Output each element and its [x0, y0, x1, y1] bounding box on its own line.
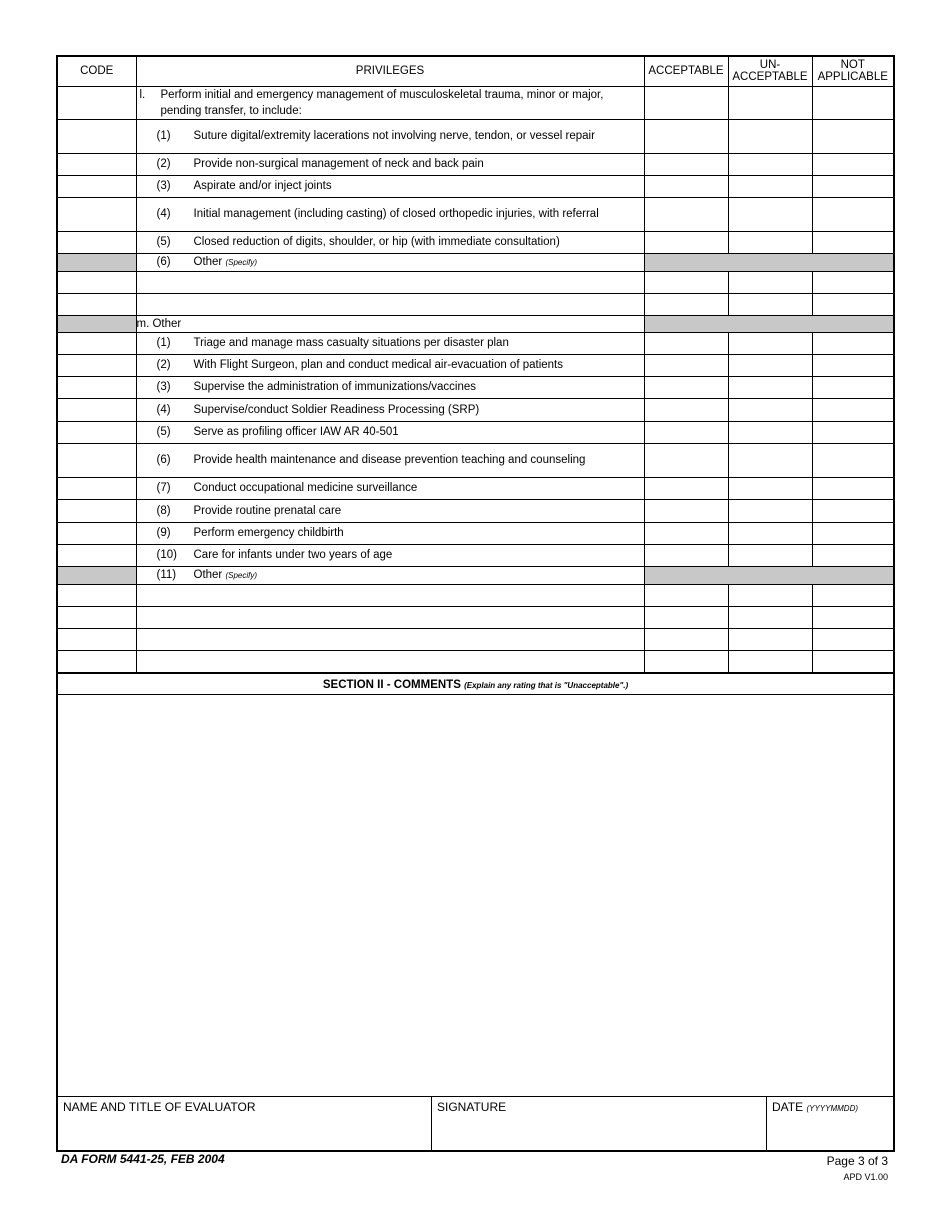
code-cell[interactable] — [58, 197, 136, 231]
unacceptable-cell[interactable] — [728, 628, 812, 650]
shaded-code-cell — [58, 566, 136, 584]
code-cell[interactable] — [58, 421, 136, 443]
shaded-rating-cells — [644, 253, 893, 271]
acceptable-cell[interactable] — [644, 628, 728, 650]
privileges-header: PRIVILEGES — [136, 57, 644, 86]
privilege-item: (4) Initial management (including casting) of closed orthopedic injuries, with referral — [136, 197, 644, 231]
not-applicable-cell[interactable] — [812, 231, 893, 253]
not-applicable-cell[interactable] — [812, 86, 893, 119]
code-cell[interactable] — [58, 522, 136, 544]
code-cell[interactable] — [58, 650, 136, 672]
acceptable-cell[interactable] — [644, 332, 728, 354]
privilege-item: (4) Supervise/conduct Soldier Readiness Processing (SRP) — [136, 398, 644, 421]
privilege-item: (8) Provide routine prenatal care — [136, 499, 644, 522]
acceptable-cell[interactable] — [644, 271, 728, 293]
evaluator-name-label: NAME AND TITLE OF EVALUATOR — [63, 1099, 256, 1114]
acceptable-cell[interactable] — [644, 477, 728, 499]
unacceptable-cell[interactable] — [728, 443, 812, 477]
code-cell[interactable] — [58, 606, 136, 628]
not-applicable-cell[interactable] — [812, 293, 893, 315]
code-cell[interactable] — [58, 443, 136, 477]
privilege-item: (3) Supervise the administration of immunizations/vaccines — [136, 376, 644, 398]
table-row — [58, 376, 893, 398]
unacceptable-cell[interactable] — [728, 231, 812, 253]
acceptable-cell[interactable] — [644, 650, 728, 672]
specify-input[interactable] — [136, 650, 644, 672]
unacceptable-cell[interactable] — [728, 332, 812, 354]
privilege-item: (2) With Flight Surgeon, plan and conduct medical air-evacuation of patients — [136, 354, 644, 376]
acceptable-cell[interactable] — [644, 197, 728, 231]
not-applicable-cell[interactable] — [812, 499, 893, 522]
form-identifier: DA FORM 5441-25, FEB 2004 — [61, 1152, 225, 1166]
specify-input[interactable] — [136, 271, 644, 293]
specify-input[interactable] — [136, 628, 644, 650]
code-cell[interactable] — [58, 153, 136, 175]
section-l-title: l. Perform initial and emergency management of musculoskeletal trauma, minor or major, pending transfer, to include: — [136, 86, 644, 119]
privilege-item: (2) Provide non-surgical management of neck and back pain — [136, 153, 644, 175]
not-applicable-cell[interactable] — [812, 584, 893, 606]
table-header-row — [58, 57, 893, 86]
privilege-item: (7) Conduct occupational medicine surveillance — [136, 477, 644, 499]
privileges-table — [58, 57, 893, 673]
section-m-header-row — [58, 315, 893, 332]
acceptable-cell[interactable] — [644, 421, 728, 443]
table-row — [58, 499, 893, 522]
code-cell[interactable] — [58, 293, 136, 315]
signature-field[interactable] — [432, 1097, 767, 1152]
not-applicable-cell[interactable] — [812, 398, 893, 421]
section-ii-note: (Explain any rating that is "Unacceptable".) — [464, 680, 629, 690]
not-applicable-cell[interactable] — [812, 606, 893, 628]
code-cell[interactable] — [58, 376, 136, 398]
table-row — [58, 332, 893, 354]
date-format-hint: (YYYYMMDD) — [806, 1103, 859, 1113]
acceptable-cell[interactable] — [644, 354, 728, 376]
acceptable-cell[interactable] — [644, 231, 728, 253]
acceptable-header: ACCEPTABLE — [644, 57, 728, 86]
privilege-item: (5) Serve as profiling officer IAW AR 40-501 — [136, 421, 644, 443]
privilege-item: (5) Closed reduction of digits, shoulder, or hip (with immediate consultation) — [136, 231, 644, 253]
privilege-item: (6) Provide health maintenance and disease prevention teaching and counseling — [136, 443, 644, 477]
date-label: DATE — [772, 1099, 804, 1114]
table-row — [58, 86, 893, 119]
code-cell[interactable] — [58, 354, 136, 376]
not-applicable-cell[interactable] — [812, 544, 893, 566]
unacceptable-cell[interactable] — [728, 197, 812, 231]
acceptable-cell[interactable] — [644, 544, 728, 566]
privilege-item: (1) Triage and manage mass casualty situations per disaster plan — [136, 332, 644, 354]
code-cell[interactable] — [58, 332, 136, 354]
table-row-blank — [58, 584, 893, 606]
shaded-rating-cells — [644, 315, 893, 332]
not-applicable-cell[interactable] — [812, 332, 893, 354]
not-applicable-cell[interactable] — [812, 354, 893, 376]
acceptable-cell[interactable] — [644, 86, 728, 119]
table-row-other — [58, 253, 893, 271]
not-applicable-cell[interactable] — [812, 271, 893, 293]
code-cell[interactable] — [58, 499, 136, 522]
table-row-blank — [58, 650, 893, 672]
unacceptable-header: UN- ACCEPTABLE — [728, 57, 812, 86]
acceptable-cell[interactable] — [644, 499, 728, 522]
section-m-title: m. Other — [136, 315, 644, 332]
not-applicable-cell[interactable] — [812, 443, 893, 477]
specify-input[interactable] — [136, 584, 644, 606]
table-row — [58, 522, 893, 544]
table-row-blank — [58, 628, 893, 650]
table-row — [58, 153, 893, 175]
table-row — [58, 398, 893, 421]
not-applicable-cell[interactable] — [812, 153, 893, 175]
evaluator-name-field[interactable] — [58, 1097, 432, 1152]
code-cell[interactable] — [58, 398, 136, 421]
shaded-code-cell — [58, 315, 136, 332]
unacceptable-cell[interactable] — [728, 522, 812, 544]
section-ii-title: SECTION II - COMMENTS — [322, 678, 461, 691]
not-applicable-cell[interactable] — [812, 628, 893, 650]
unacceptable-cell[interactable] — [728, 606, 812, 628]
signature-label: SIGNATURE — [437, 1099, 507, 1114]
code-cell[interactable] — [58, 86, 136, 119]
code-header: CODE — [58, 57, 136, 86]
unacceptable-cell[interactable] — [728, 175, 812, 197]
acceptable-cell[interactable] — [644, 376, 728, 398]
table-row — [58, 477, 893, 499]
table-row-blank — [58, 606, 893, 628]
comments-area[interactable] — [58, 695, 893, 1096]
code-cell[interactable] — [58, 584, 136, 606]
unacceptable-cell[interactable] — [728, 354, 812, 376]
unacceptable-cell[interactable] — [728, 86, 812, 119]
table-row — [58, 197, 893, 231]
not-applicable-cell[interactable] — [812, 175, 893, 197]
unacceptable-cell[interactable] — [728, 584, 812, 606]
unacceptable-cell[interactable] — [728, 477, 812, 499]
table-row — [58, 443, 893, 477]
specify-input[interactable] — [136, 606, 644, 628]
code-cell[interactable] — [58, 628, 136, 650]
unacceptable-cell[interactable] — [728, 153, 812, 175]
acceptable-cell[interactable] — [644, 293, 728, 315]
unacceptable-cell[interactable] — [728, 650, 812, 672]
acceptable-cell[interactable] — [644, 398, 728, 421]
code-cell[interactable] — [58, 271, 136, 293]
privileges-form — [56, 55, 895, 1152]
code-cell[interactable] — [58, 175, 136, 197]
code-cell[interactable] — [58, 477, 136, 499]
privilege-item-other: (6) Other (Specify) — [136, 253, 644, 271]
table-row — [58, 175, 893, 197]
acceptable-cell[interactable] — [644, 584, 728, 606]
unacceptable-cell[interactable] — [728, 271, 812, 293]
table-row — [58, 231, 893, 253]
not-applicable-header: NOT APPLICABLE — [812, 57, 893, 86]
page-number: Page 3 of 3 — [826, 1154, 888, 1168]
table-row — [58, 544, 893, 566]
privilege-item: (9) Perform emergency childbirth — [136, 522, 644, 544]
shaded-rating-cells — [644, 566, 893, 584]
not-applicable-cell[interactable] — [812, 197, 893, 231]
not-applicable-cell[interactable] — [812, 119, 893, 153]
table-row-blank — [58, 293, 893, 315]
privilege-item: (1) Suture digital/extremity lacerations not involving nerve, tendon, or vessel repair — [136, 119, 644, 153]
not-applicable-cell[interactable] — [812, 376, 893, 398]
acceptable-cell[interactable] — [644, 443, 728, 477]
not-applicable-cell[interactable] — [812, 477, 893, 499]
privilege-item-other: (11) Other (Specify) — [136, 566, 644, 584]
shaded-code-cell — [58, 253, 136, 271]
acceptable-cell[interactable] — [644, 175, 728, 197]
table-row — [58, 354, 893, 376]
not-applicable-cell[interactable] — [812, 650, 893, 672]
table-row — [58, 119, 893, 153]
table-row — [58, 421, 893, 443]
privilege-item: (10) Care for infants under two years of age — [136, 544, 644, 566]
acceptable-cell[interactable] — [644, 153, 728, 175]
unacceptable-cell[interactable] — [728, 499, 812, 522]
unacceptable-cell[interactable] — [728, 544, 812, 566]
code-cell[interactable] — [58, 231, 136, 253]
unacceptable-cell[interactable] — [728, 119, 812, 153]
signature-row — [58, 1096, 893, 1152]
specify-input[interactable] — [136, 293, 644, 315]
unacceptable-cell[interactable] — [728, 421, 812, 443]
table-row-blank — [58, 271, 893, 293]
code-cell[interactable] — [58, 544, 136, 566]
date-field[interactable] — [767, 1097, 893, 1152]
acceptable-cell[interactable] — [644, 522, 728, 544]
unacceptable-cell[interactable] — [728, 293, 812, 315]
form-version: APD V1.00 — [843, 1172, 888, 1182]
code-cell[interactable] — [58, 119, 136, 153]
section-ii-header — [58, 673, 893, 695]
acceptable-cell[interactable] — [644, 606, 728, 628]
unacceptable-cell[interactable] — [728, 376, 812, 398]
not-applicable-cell[interactable] — [812, 421, 893, 443]
not-applicable-cell[interactable] — [812, 522, 893, 544]
table-row-other — [58, 566, 893, 584]
unacceptable-cell[interactable] — [728, 398, 812, 421]
privilege-item: (3) Aspirate and/or inject joints — [136, 175, 644, 197]
acceptable-cell[interactable] — [644, 119, 728, 153]
